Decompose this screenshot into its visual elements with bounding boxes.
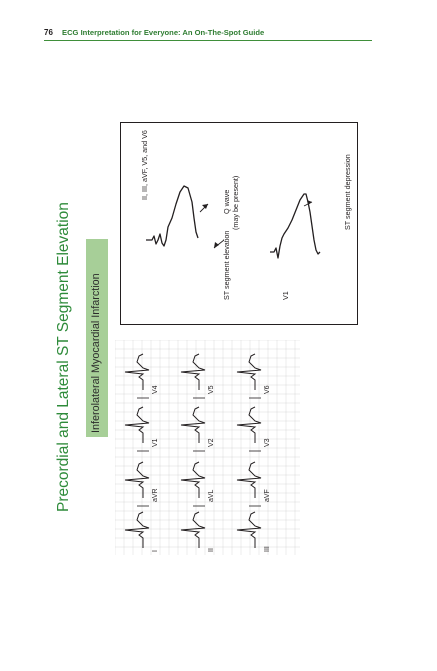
page-number: 76: [44, 28, 53, 37]
ecg-trace-i: [125, 512, 149, 548]
st-elevation-waveform: [146, 186, 198, 246]
lead-label-v4: V4: [152, 385, 159, 394]
v1-label: V1: [281, 291, 290, 300]
ecg-trace-v6: [237, 354, 261, 390]
lead-label-v6: V6: [264, 385, 271, 394]
ecg-trace-v2: [181, 407, 205, 443]
lead-label-i: I: [152, 550, 159, 552]
ecg-trace-v1: [125, 407, 149, 443]
lead-label-v1: V1: [152, 438, 159, 447]
ecg-traces: [125, 354, 261, 555]
ecg-trace-avf: [237, 462, 261, 498]
ecg-trace-avr: [125, 462, 149, 498]
page-title: Precordial and Lateral ST Segment Elevation: [55, 202, 72, 512]
lead-label-ii: II: [208, 548, 215, 552]
q-wave-note: (may be present): [231, 175, 240, 230]
ecg-trace-v4: [125, 354, 149, 390]
header-rule: [44, 40, 372, 41]
st-depression-label: ST segment depression: [343, 154, 352, 230]
lead-label-v5: V5: [208, 385, 215, 394]
ecg-trace-v3: [237, 407, 261, 443]
q-wave-arrowhead: [214, 242, 219, 248]
lead-label-avl: aVL: [208, 489, 215, 502]
book-title: ECG Interpretation for Everyone: An On-The-Spot Guide: [62, 28, 265, 37]
lead-label-v2: V2: [208, 438, 215, 447]
ecg-trace-iii: [237, 512, 261, 548]
lead-label-avf: aVF: [264, 489, 271, 502]
q-wave-label: Q wave: [222, 189, 231, 214]
st-elevation-arrowhead: [202, 204, 208, 209]
lead-label-v3: V3: [264, 438, 271, 447]
lead-label-iii: III: [264, 546, 271, 552]
ecg-lead-labels: [152, 385, 271, 552]
section-subtitle: Inferolateral Myocardial Infarction: [90, 273, 102, 433]
lead-label-avr: aVR: [152, 488, 159, 502]
ecg-trace-avl: [181, 462, 205, 498]
ecg-trace-v5: [181, 354, 205, 390]
leads-title: II, III, aVF, V5, and V6: [140, 130, 149, 200]
st-elevation-label: ST segment elevation: [222, 230, 231, 300]
st-depression-waveform: [270, 194, 320, 258]
ecg-12-lead-strip: [115, 340, 300, 555]
ecg-trace-ii: [181, 512, 205, 548]
page-header: [44, 26, 372, 42]
